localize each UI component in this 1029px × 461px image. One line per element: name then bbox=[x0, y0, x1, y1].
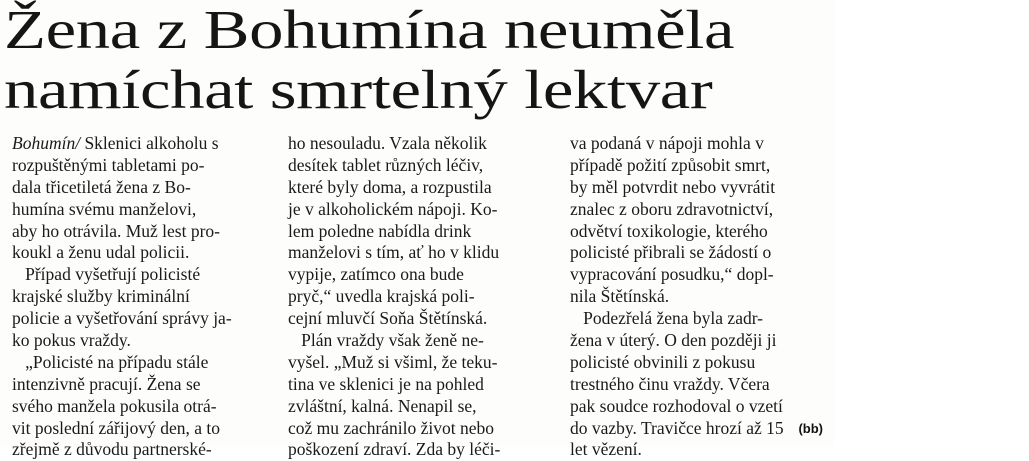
column-line: zřejmě z důvodu partnerské- bbox=[12, 439, 212, 460]
column-line: policisté přibrali se žádostí o bbox=[570, 242, 772, 263]
column-line: koukl a ženu udal policii. bbox=[12, 242, 190, 263]
column-line: manželovi s tím, ať ho v klidu bbox=[288, 242, 500, 263]
column-line: ko pokus vraždy. bbox=[12, 330, 131, 351]
column-line: což mu zachránilo život nebo bbox=[288, 417, 495, 438]
column-line: intenzivně pracují. Žena se bbox=[12, 373, 201, 394]
column-1-line-0 bbox=[12, 133, 274, 155]
column-line: případě požití způsobit smrt, bbox=[570, 154, 771, 175]
column-line: pryč,“ uvedla krajská poli- bbox=[288, 286, 475, 307]
author-signature: (bb) bbox=[798, 421, 823, 436]
column-line: trestného činu vraždy. Včera bbox=[570, 373, 770, 394]
column-line: vypije, zatímco ona bude bbox=[288, 264, 464, 285]
column-line: poškození zdraví. Zda by léči- bbox=[288, 439, 501, 460]
column-line: vyšel. „Muž si všiml, že teku- bbox=[288, 351, 498, 372]
column-line: znalec z oboru zdravotnictví, bbox=[570, 198, 774, 219]
column-line: Podezřelá žena byla zadr- bbox=[570, 308, 764, 329]
column-line: vit poslední zářijový den, a to bbox=[12, 417, 221, 438]
column-line: zvláštní, kalná. Nenapil se, bbox=[288, 395, 477, 416]
column-line: aby ho otrávila. Muž lest pro- bbox=[12, 220, 221, 241]
column-line: policie a vyšetřování správy ja- bbox=[12, 308, 232, 329]
article-column-3 bbox=[570, 133, 832, 461]
column-line: do vazby. Travičce hrozí až 15 bbox=[570, 417, 784, 438]
column-line: Plán vraždy však ženě ne- bbox=[288, 330, 484, 351]
column-line: žena v úterý. O den později ji bbox=[570, 330, 777, 351]
article-column-2 bbox=[288, 133, 563, 461]
column-line: ho nesouladu. Vzala několik bbox=[288, 133, 487, 153]
column-line: dala třicetiletá žena z Bo- bbox=[12, 176, 191, 197]
column-line: humína svému manželovi, bbox=[12, 198, 197, 219]
column-line: by měl potvrdit nebo vyvrátit bbox=[570, 176, 776, 197]
article-column-1 bbox=[12, 133, 274, 461]
headline-line-2: namíchat smrtelný lektvar bbox=[4, 59, 713, 120]
column-line: svého manžela pokusila otrá- bbox=[12, 395, 217, 416]
column-line: cejní mluvčí Soňa Štětínská. bbox=[288, 308, 488, 329]
column-line: let vězení. bbox=[570, 439, 642, 460]
column-line: Případ vyšetřují policisté bbox=[12, 264, 201, 285]
column-line: va podaná v nápoji mohla v bbox=[570, 133, 764, 153]
column-line: krajské služby kriminální bbox=[12, 286, 190, 307]
article-headline bbox=[4, 0, 824, 120]
column-line: odvětví toxikologie, kterého bbox=[570, 220, 768, 241]
column-line: pak soudce rozhodoval o vzetí bbox=[570, 395, 783, 416]
column-line: policisté obvinili z pokusu bbox=[570, 351, 756, 372]
headline-line-1: Žena z Bohumína neuměla bbox=[4, 0, 735, 60]
column-line: „Policisté na případu stále bbox=[12, 351, 209, 372]
column-line: lem poledne nabídla drink bbox=[288, 220, 472, 241]
column-line: nila Štětínská. bbox=[570, 286, 670, 307]
column-line: vypracování posudku,“ dopl- bbox=[570, 264, 774, 285]
column-line: rozpuštěnými tabletami po- bbox=[12, 154, 205, 175]
column-line: je v alkoholickém nápoji. Ko- bbox=[288, 198, 498, 219]
column-line: které byly doma, a rozpustila bbox=[288, 176, 492, 197]
dateline: Bohumín/ bbox=[12, 133, 81, 153]
column-1-first-text: Sklenici alkoholu s bbox=[80, 133, 219, 153]
column-line: desítek tablet různých léčiv, bbox=[288, 154, 484, 175]
column-line: tina ve sklenici je na pohled bbox=[288, 373, 484, 394]
